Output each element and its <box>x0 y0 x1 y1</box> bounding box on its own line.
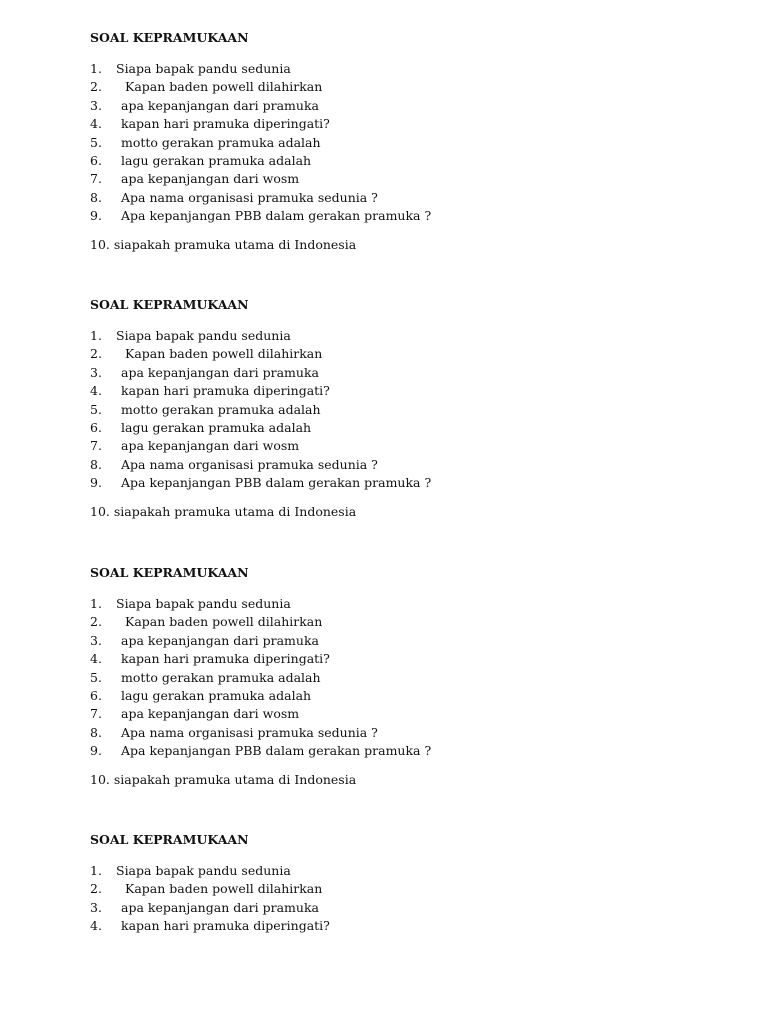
question-item <box>90 437 730 455</box>
question-number: 1. <box>90 596 102 611</box>
question-text: Siapa bapak pandu sedunia <box>116 61 291 76</box>
question-item <box>90 401 730 419</box>
question-number: 7. <box>90 438 102 454</box>
question-number: 2. <box>90 881 102 897</box>
question-item <box>90 650 730 668</box>
question-number: 3. <box>90 632 102 648</box>
question-item <box>90 669 730 687</box>
question-text: apa kepanjangan dari pramuka <box>121 97 319 113</box>
question-number: 7. <box>90 171 102 187</box>
quiz-section-3 <box>90 565 730 789</box>
question-number: 6. <box>90 687 102 703</box>
question-number: 4. <box>90 651 102 667</box>
question-number: 3. <box>90 97 102 113</box>
question-number: 2. <box>90 614 102 630</box>
question-number: 1. <box>90 863 102 878</box>
question-number: 9. <box>90 208 102 224</box>
question-item <box>90 613 730 631</box>
question-text: Apa kepanjangan PBB dalam gerakan pramuka ? <box>121 475 432 491</box>
question-item <box>90 687 730 705</box>
question-item <box>90 115 730 133</box>
question-text: motto gerakan pramuka adalah <box>121 134 321 150</box>
question-text: apa kepanjangan dari pramuka <box>121 364 319 380</box>
question-text: Apa kepanjangan PBB dalam gerakan pramuka ? <box>121 208 432 224</box>
question-item <box>90 207 730 225</box>
question-text: apa kepanjangan dari wosm <box>121 706 300 722</box>
quiz-section-4 <box>90 832 730 936</box>
question-number: 4. <box>90 116 102 132</box>
quiz-section-2 <box>90 297 730 521</box>
question-number: 3. <box>90 364 102 380</box>
question-text: kapan hari pramuka diperingati? <box>121 116 330 132</box>
question-item <box>90 152 730 170</box>
question-text: kapan hari pramuka diperingati? <box>121 383 330 399</box>
question-text: apa kepanjangan dari pramuka <box>121 899 319 915</box>
question-number: 1. <box>90 61 102 76</box>
question-item <box>90 917 730 935</box>
section-title: SOAL KEPRAMUKAAN <box>90 565 249 580</box>
question-item <box>90 456 730 474</box>
question-text: Kapan baden powell dilahirkan <box>125 79 323 95</box>
question-item <box>90 97 730 115</box>
question-item <box>90 364 730 382</box>
question-text: apa kepanjangan dari pramuka <box>121 632 319 648</box>
question-item <box>90 134 730 152</box>
question-number: 8. <box>90 189 102 205</box>
question-text: apa kepanjangan dari wosm <box>121 438 300 454</box>
question-item <box>90 60 730 78</box>
question-item <box>90 419 730 437</box>
question-item <box>90 78 730 96</box>
question-item <box>90 742 730 760</box>
question-text: Apa kepanjangan PBB dalam gerakan pramuka ? <box>121 743 432 759</box>
question-item-10: 10. siapakah pramuka utama di Indonesia <box>90 236 357 252</box>
question-text: Apa nama organisasi pramuka sedunia ? <box>121 724 378 740</box>
question-item <box>90 189 730 207</box>
question-number: 4. <box>90 383 102 399</box>
question-item <box>90 899 730 917</box>
question-number: 7. <box>90 706 102 722</box>
question-number: 9. <box>90 475 102 491</box>
question-item <box>90 595 730 613</box>
question-text: kapan hari pramuka diperingati? <box>121 918 330 934</box>
question-item <box>90 345 730 363</box>
question-item <box>90 724 730 742</box>
section-title: SOAL KEPRAMUKAAN <box>90 30 249 45</box>
question-text: Kapan baden powell dilahirkan <box>125 881 323 897</box>
question-item-10: 10. siapakah pramuka utama di Indonesia <box>90 503 357 519</box>
question-number: 3. <box>90 899 102 915</box>
question-number: 6. <box>90 419 102 435</box>
question-number: 6. <box>90 152 102 168</box>
question-text: Kapan baden powell dilahirkan <box>125 346 323 362</box>
question-item <box>90 382 730 400</box>
question-text: Siapa bapak pandu sedunia <box>116 596 291 611</box>
question-number: 4. <box>90 918 102 934</box>
question-text: kapan hari pramuka diperingati? <box>121 651 330 667</box>
question-item <box>90 327 730 345</box>
question-number: 5. <box>90 401 102 417</box>
question-text: Siapa bapak pandu sedunia <box>116 863 291 878</box>
question-number: 9. <box>90 743 102 759</box>
question-item <box>90 632 730 650</box>
question-number: 5. <box>90 134 102 150</box>
question-number: 1. <box>90 328 102 343</box>
question-text: lagu gerakan pramuka adalah <box>121 419 312 435</box>
question-item <box>90 705 730 723</box>
question-item <box>90 474 730 492</box>
question-number: 2. <box>90 346 102 362</box>
question-item <box>90 170 730 188</box>
question-text: lagu gerakan pramuka adalah <box>121 687 312 703</box>
question-number: 5. <box>90 669 102 685</box>
question-text: Kapan baden powell dilahirkan <box>125 614 323 630</box>
section-title: SOAL KEPRAMUKAAN <box>90 297 249 312</box>
question-text: motto gerakan pramuka adalah <box>121 401 321 417</box>
question-number: 8. <box>90 724 102 740</box>
question-text: apa kepanjangan dari wosm <box>121 171 300 187</box>
question-number: 2. <box>90 79 102 95</box>
question-text: motto gerakan pramuka adalah <box>121 669 321 685</box>
question-text: Apa nama organisasi pramuka sedunia ? <box>121 456 378 472</box>
question-item-10: 10. siapakah pramuka utama di Indonesia <box>90 771 357 787</box>
question-text: Apa nama organisasi pramuka sedunia ? <box>121 189 378 205</box>
section-title: SOAL KEPRAMUKAAN <box>90 832 249 847</box>
question-item <box>90 862 730 880</box>
question-text: Siapa bapak pandu sedunia <box>116 328 291 343</box>
quiz-section-1 <box>90 30 730 254</box>
question-item <box>90 880 730 898</box>
question-number: 8. <box>90 456 102 472</box>
question-text: lagu gerakan pramuka adalah <box>121 152 312 168</box>
